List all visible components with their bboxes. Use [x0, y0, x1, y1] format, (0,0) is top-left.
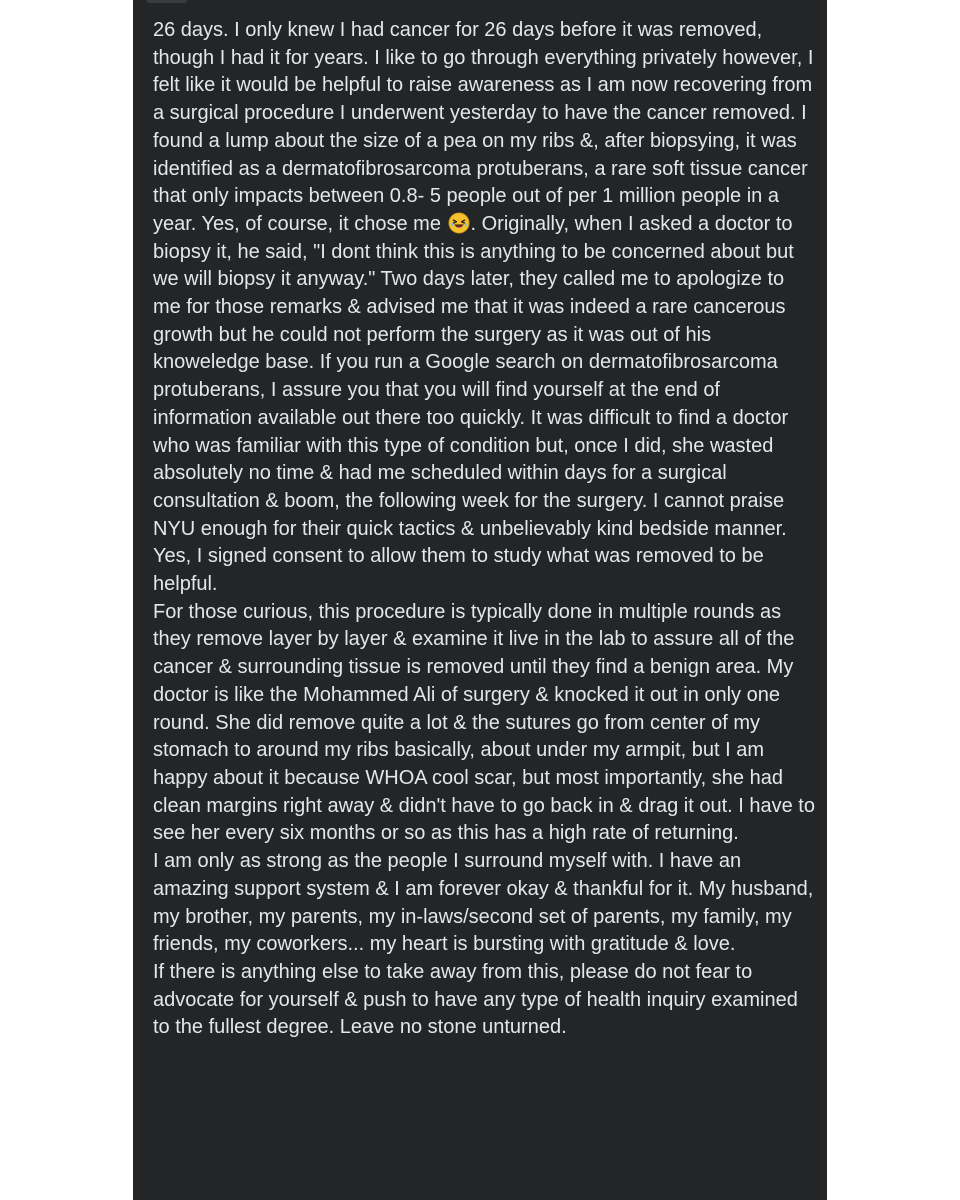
post-paragraph-2: For those curious, this procedure is typically done in multiple rounds as they remove layer by layer & examine it live in the lab to assure all of the cancer & surrounding tissue is removed until they find a benign area. My doctor is like the Mohammed Ali of surgery & knocked it out in only one round. She did remove quite a lot & the sutures go from center of my stomach to around my ribs basically, about under my armpit, but I am happy about it because WHOA cool scar, but most importantly, she had clean margins right away & didn't have to go back in & drag it out. I have to see her every six months or so as this has a high rate of returning.	[153, 600, 815, 845]
rolling-on-floor-laughing-emoji-icon	[448, 212, 470, 234]
post-body	[153, 17, 817, 1042]
post-paragraph-1-part-2: . Originally, when I asked a doctor to biopsy it, he said, "I dont think this is anything to be concerned about but we will biopsy it anyway." Two days later, they called me to apologize to me for those remarks & advised me that it was indeed a rare cancerous growth but he could not perform the surgery as it was out of his knoweledge base. If you run a Google search on dermatofibrosarcoma protuberans, I assure you that you will find yourself at the end of information available out there too quickly. It was difficult to find a doctor who was familiar with this type of condition but, once I did, she wasted absolutely no time & had me scheduled within days for a surgical consultation & boom, the following week for the surgery. I cannot praise NYU enough for their quick tactics & unbelievably kind bedside manner. Yes, I signed consent to allow them to study what was removed to be helpful.	[153, 212, 794, 596]
post-paragraph-4: If there is anything else to take away from this, please do not fear to advocate for yourself & push to have any type of health inquiry examined to the fullest degree. Leave no stone unturned.	[153, 960, 798, 1039]
post-paragraph-1	[153, 17, 817, 599]
post-paragraph-1-part-1: 26 days. I only knew I had cancer for 26 days before it was removed, though I had it for years. I like to go through everything privately however, I felt like it would be helpful to raise awareness as I am now recovering from a surgical procedure I underwent yesterday to have the cancer removed. I found a lump about the size of a pea on my ribs &, after biopsying, it was identified as a dermatofibrosarcoma protuberans, a rare soft tissue cancer that only impacts between 0.8- 5 people out of per 1 million people in a year. Yes, of course, it chose me	[153, 19, 814, 235]
panel-top-edge	[147, 0, 187, 3]
post-paragraph-3: I am only as strong as the people I surround myself with. I have an amazing support system & I am forever okay & thankful for it. My husband, my brother, my parents, my in-laws/second set of parents, my family, my friends, my coworkers... my heart is bursting with gratitude & love.	[153, 850, 814, 956]
post-panel	[133, 0, 827, 1200]
